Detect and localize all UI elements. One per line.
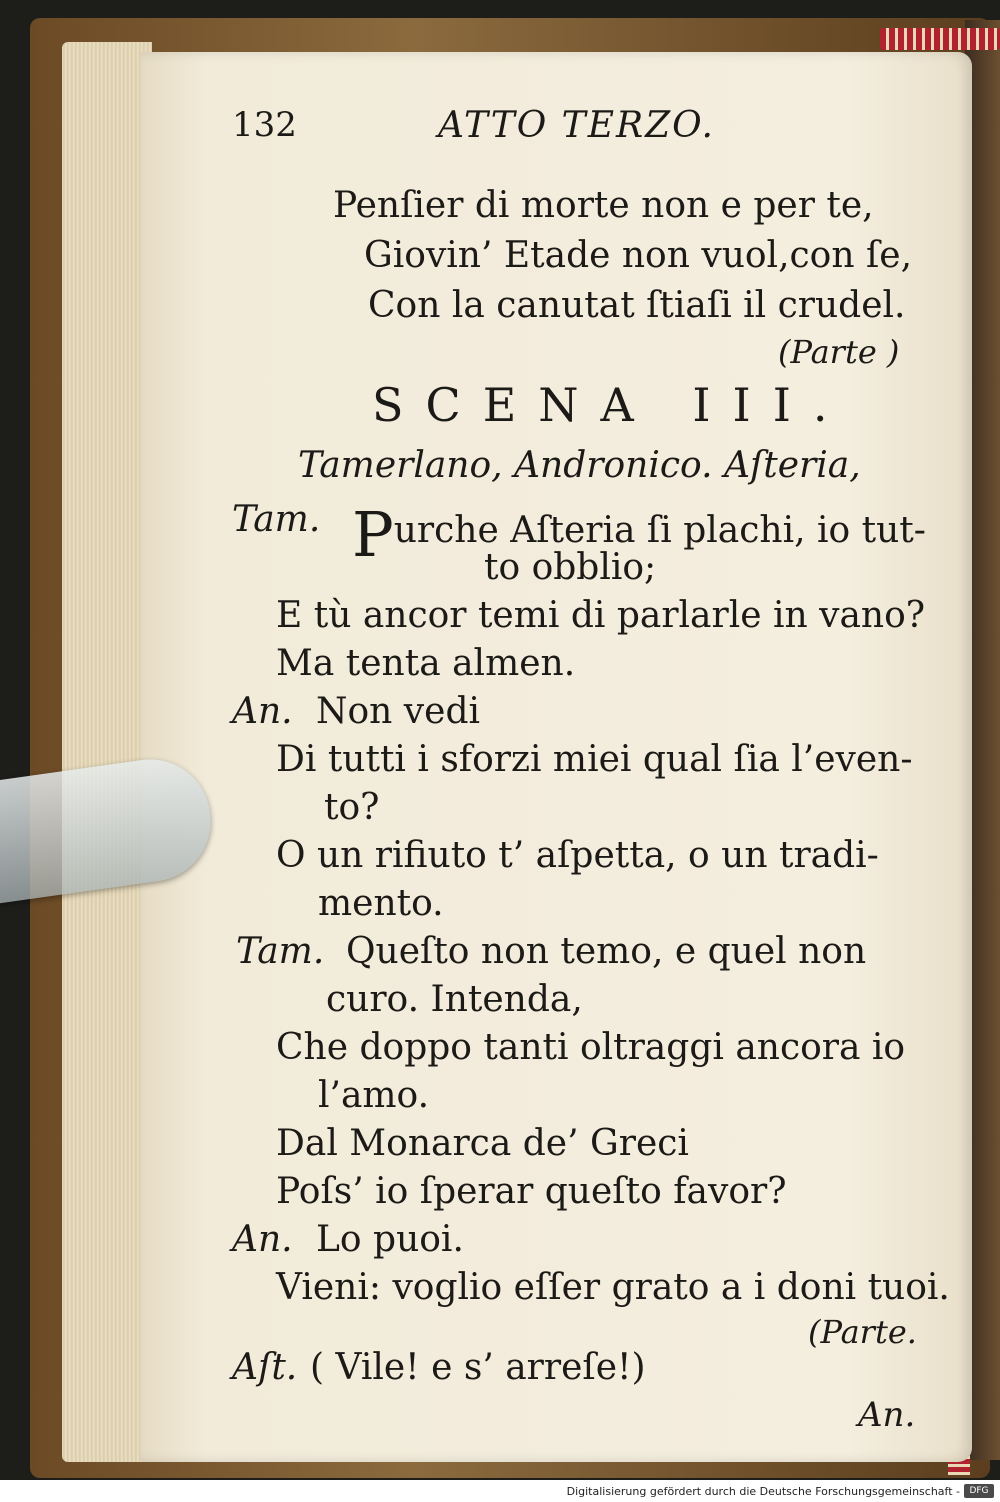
speaker-label: Tam. [236, 931, 325, 972]
verse-line: Con la canutat ſtiaſi il crudel. [368, 285, 906, 326]
dialogue-line: Lo puoi. [316, 1219, 464, 1260]
verse-line: Giovin’ Etade non vuol,con ſe, [364, 235, 913, 276]
dialogue-line: ( Vile! e s’ arreſe!) [310, 1347, 646, 1388]
dialogue-line: Ma tenta almen. [276, 643, 576, 684]
verse-line: Penſier di morte non e per te, [333, 185, 874, 226]
dramatis-personae: Tamerlano, Andronico. Aſteria, [298, 445, 861, 486]
dialogue-line: l’amo. [318, 1075, 430, 1116]
dialogue-line: mento. [318, 883, 444, 924]
speaker-label: Tam. [232, 499, 321, 540]
dialogue-line: Di tutti i sforzi miei qual ſia l’even- [276, 739, 913, 780]
dfg-logo-icon: DFG [964, 1484, 994, 1498]
dialogue-line: Queſto non temo, e quel non [346, 931, 867, 972]
page-number: 132 [232, 105, 297, 145]
footer-bar [0, 1480, 1000, 1502]
dialogue-line: Non vedi [316, 691, 481, 732]
running-head: ATTO TERZO. [438, 105, 715, 146]
speaker-label: An. [232, 1219, 293, 1260]
stage-direction: (Parte. [808, 1313, 917, 1351]
dialogue-line: Vieni: voglio eſſer grato a i doni tuoi. [276, 1267, 950, 1308]
dialogue-line: O un rifiuto t’ aſpetta, o un tradi- [276, 835, 879, 876]
dialogue-line: Dal Monarca de’ Greci [276, 1123, 689, 1164]
scene-heading: SCENA III. [372, 378, 850, 432]
dialogue-line: curo. Intenda, [326, 979, 583, 1020]
stage-direction: (Parte ) [778, 333, 900, 371]
page-stack [62, 42, 152, 1462]
funding-notice: Digitalisierung gefördert durch die Deutsche Forschungsgemeinschaft - [566, 1485, 960, 1498]
dialogue-line: Che doppo tanti oltraggi ancora io [276, 1027, 906, 1068]
dialogue-line: to obblio; [484, 547, 657, 588]
dialogue-line: Purche Aſteria ſi plachi, io tut- [352, 498, 926, 571]
speaker-label: Aſt. [232, 1347, 298, 1388]
drop-cap: P [352, 498, 394, 571]
dialogue-line: E tù ancor temi di parlarle in vano? [276, 595, 926, 636]
bookmark-ribbon [880, 28, 1000, 50]
dialogue-line: to? [324, 787, 380, 828]
dialogue-line: Poſs’ io ſperar queſto favor? [276, 1171, 787, 1212]
speaker-label: An. [232, 691, 293, 732]
catchword: An. [858, 1395, 916, 1435]
